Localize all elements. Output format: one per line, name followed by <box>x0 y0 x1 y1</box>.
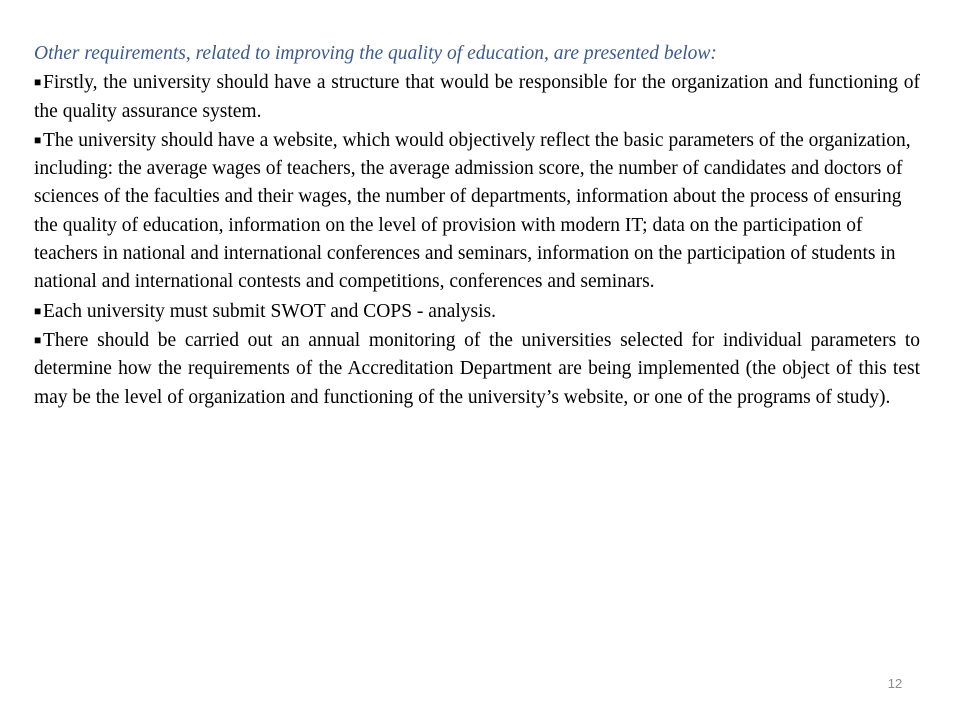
list-item-text: Each university must submit SWOT and COPS - analysis. <box>43 300 496 322</box>
square-bullet-icon: ■ <box>34 75 42 90</box>
page-number: 12 <box>887 676 903 691</box>
list-item-text: Firstly, the university should have a structure that would be responsible for the organization and functioning of the quality assurance system. <box>34 72 920 122</box>
square-bullet-icon: ■ <box>34 132 42 147</box>
list-item <box>34 126 920 297</box>
slide-content <box>34 40 920 412</box>
square-bullet-icon: ■ <box>34 303 42 318</box>
list-item-text: The university should have a website, which would objectively reflect the basic parameters of the organization, including: the average wages of teachers, the average admission score, the number of candidates and doctors of sciences of the faculties and their wages, the number of departments, information about the process of ensuring the quality of education, information on the level of provision with modern IT; data on the participation of teachers in national and international conferences and seminars, information on the participation of students in national and international contests and competitions, conferences and seminars. <box>34 129 911 293</box>
list-item <box>34 297 920 326</box>
intro-text: Other requirements, related to improving the quality of education, are presented below: <box>34 43 717 64</box>
square-bullet-icon: ■ <box>34 332 42 347</box>
list-item <box>34 326 920 412</box>
list-item <box>34 68 920 126</box>
list-item-text: There should be carried out an annual monitoring of the universities selected for individual parameters to determine how the requirements of the Accreditation Department are being implemented (the object of this test may be the level of organization and functioning of the university’s website, or one of the programs of study). <box>34 329 920 408</box>
